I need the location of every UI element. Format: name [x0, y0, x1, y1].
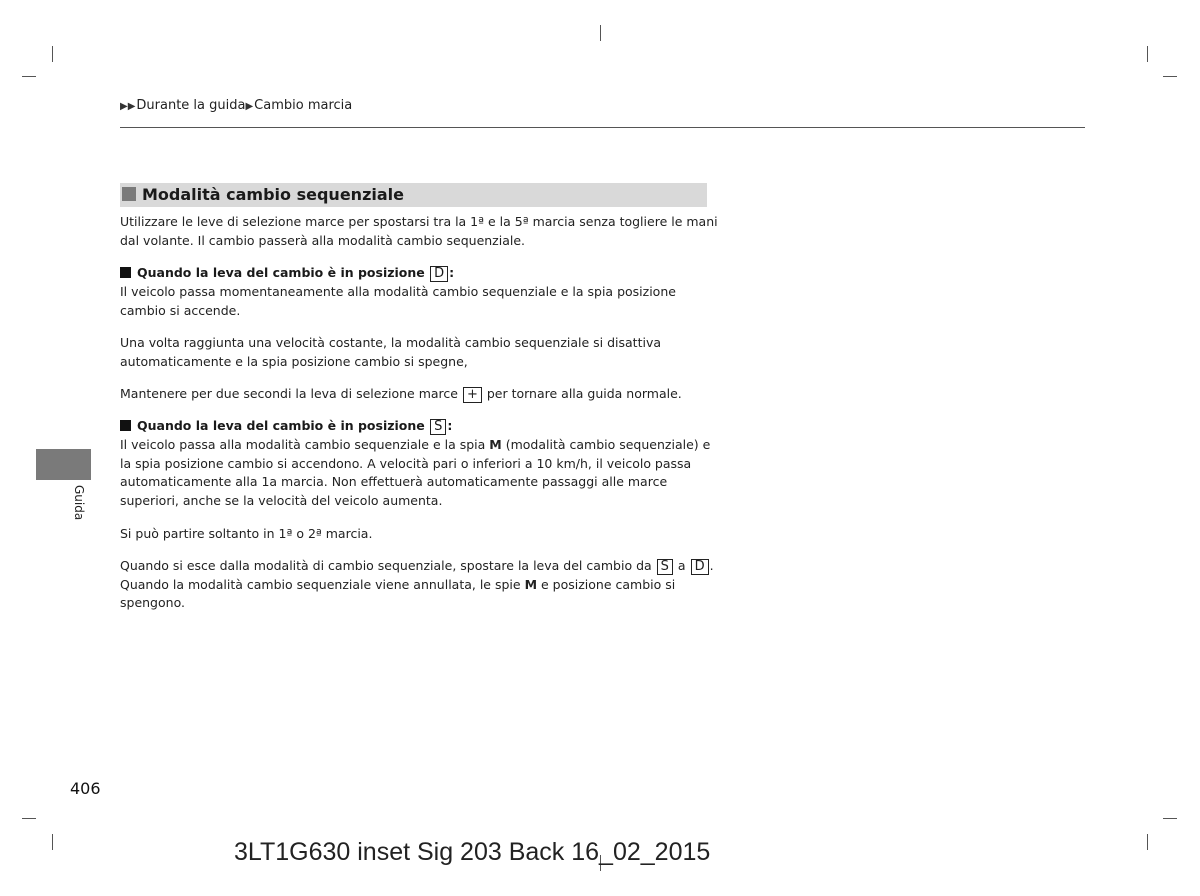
paragraph: Una volta raggiunta una velocità costante, la modalità cambio sequenziale si disattiva automaticamente e la spia posizione cambio si spegne,: [120, 335, 662, 369]
intro-paragraph: Utilizzare le leve di selezione marce per spostarsi tra la 1ª e la 5ª marcia senza togliere le mani dal volante. Il cambio passerà alla modalità cambio sequenziale.: [120, 214, 718, 248]
square-icon: [122, 187, 136, 201]
paragraph-text: a: [677, 558, 686, 573]
paragraph-text: (modalità cambio sequenziale) e la spia posizione cambio si accendono. A velocità pari o inferiori a 10 km/h, il veicolo passa automaticamente alla 1a marcia. Non effettuerà automaticamente passaggi alle marce superiori, anche se la velocità del veicolo aumenta.: [120, 437, 711, 508]
crop-mark: [52, 46, 53, 62]
subheading-text: Quando la leva del cambio è in posizione: [137, 418, 425, 433]
breadcrumb-item: Durante la guida: [136, 98, 246, 113]
paragraph: [120, 436, 720, 510]
crop-mark: [600, 25, 601, 41]
section-title: [120, 183, 707, 207]
side-tab-label: Guida: [72, 485, 86, 521]
subheading-position-d: [120, 265, 454, 282]
header-rule: [120, 127, 1085, 128]
paragraph: [120, 557, 720, 613]
paragraph-text: Mantenere per due secondi la leva di selezione marce: [120, 386, 458, 401]
crop-mark: [1147, 46, 1148, 62]
subheading-text: Quando la leva del cambio è in posizione: [137, 265, 425, 280]
crop-mark: [1163, 818, 1177, 819]
crop-mark: [22, 818, 36, 819]
square-bullet-icon: [120, 420, 131, 431]
gear-key-s: S: [430, 419, 446, 435]
crop-mark: [1163, 76, 1177, 77]
triangle-icon: ▶▶: [120, 101, 136, 112]
paragraph: [120, 385, 720, 404]
subheading-position-s: [120, 418, 452, 435]
print-slug: 3LT1G630 inset Sig 203 Back 16_02_2015: [234, 838, 711, 866]
crop-mark: [1147, 834, 1148, 850]
gear-key-d: D: [691, 559, 709, 575]
paragraph: Si può partire soltanto in 1ª o 2ª marcia.: [120, 526, 373, 541]
gear-key-s: S: [657, 559, 673, 575]
paragraph-text: per tornare alla guida normale.: [486, 386, 682, 401]
m-indicator-label: M: [489, 437, 502, 452]
page-number: 406: [70, 779, 101, 798]
subheading-colon: :: [447, 418, 453, 433]
subheading-colon: :: [449, 265, 455, 280]
side-tab: [36, 449, 91, 480]
section-title-text: Modalità cambio sequenziale: [142, 185, 404, 204]
m-indicator-label: M: [524, 576, 538, 592]
gear-key-d: D: [430, 266, 448, 282]
crop-mark: [22, 76, 36, 77]
crop-mark: [52, 834, 53, 850]
paragraph-text: e posizione cambio si spengono.: [120, 576, 676, 610]
breadcrumb-item: Cambio marcia: [254, 98, 353, 113]
plus-key: +: [463, 387, 482, 403]
breadcrumb: [120, 98, 352, 113]
paragraph: Il veicolo passa momentaneamente alla modalità cambio sequenziale e la spia posizione cambio si accende.: [120, 284, 676, 318]
square-bullet-icon: [120, 267, 131, 278]
paragraph-text: Il veicolo passa alla modalità cambio sequenziale e la spia: [120, 437, 486, 452]
triangle-icon: ▶: [245, 101, 254, 112]
paragraph-text: Quando si esce dalla modalità di cambio sequenziale, spostare la leva del cambio da: [120, 558, 652, 573]
paragraph-text: . Quando la modalità cambio sequenziale viene annullata, le spie: [120, 558, 714, 592]
